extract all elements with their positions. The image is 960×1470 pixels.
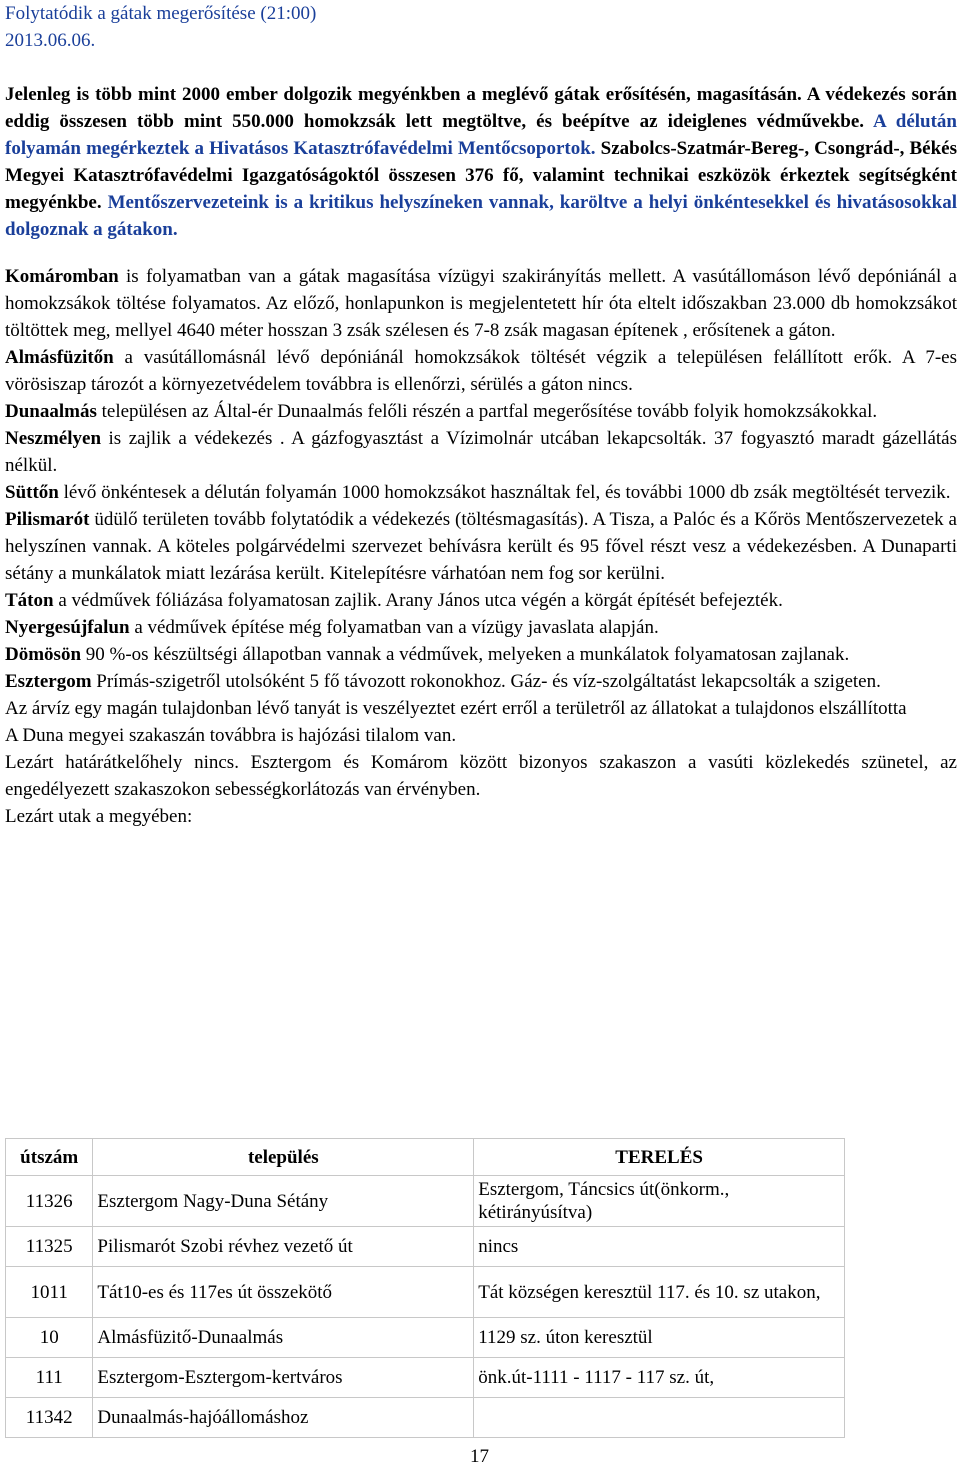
paragraph-almasfuzito xyxy=(5,344,957,398)
article-date: 2013.06.06. xyxy=(5,30,96,51)
column-header: útszám xyxy=(6,1139,93,1176)
document-page xyxy=(5,0,957,830)
table-row xyxy=(6,1358,845,1398)
place-name: Neszmélyen xyxy=(5,428,102,449)
table-cell: nincs xyxy=(474,1227,845,1267)
table-row xyxy=(6,1318,845,1358)
place-name: Dömösön xyxy=(5,644,82,665)
paragraph-lezart-utak xyxy=(5,803,957,830)
table-cell: önk.út-1111 - 1117 - 117 sz. út, xyxy=(474,1358,845,1398)
paragraph-text: a védművek fóliázása folyamatosan zajlik. Arany János utca végén a körgát építését befejezték. xyxy=(53,590,783,611)
place-name: Komáromban xyxy=(5,266,119,287)
paragraph-text: is folyamatban van a gátak magasítása vízügyi szakirányítás mellett. A vasútállomáson lévő depóniánál a homokzsákok töltése folyamatos. Az előző, honlapunkon is megjelentetett hír óta eltelt időszakban 23.000 db homokzsákot töltöttek meg, mellyel 4640 méter hosszan 3 zsák szélesen és 7-8 zsák magasan építenek , erősítenek a gáton. xyxy=(5,266,957,341)
paragraph-pilismarot xyxy=(5,506,957,587)
paragraph-tat xyxy=(5,587,957,614)
place-name: Táton xyxy=(5,590,54,611)
paragraph-dunaalmas xyxy=(5,398,957,425)
paragraph-text: Lezárt határátkelőhely nincs. Esztergom és Komárom között bizonyos szakaszon a vasúti közlekedés szünetel, az engedélyezett szakaszokon sebességkorlátozás van érvényben. xyxy=(5,752,957,800)
table-cell: 11342 xyxy=(6,1398,93,1438)
paragraph-komarom xyxy=(5,263,957,344)
place-name: Pilismarót xyxy=(5,509,90,530)
intro-part-d: Mentőszervezeteink is a kritikus helyszíneken vannak, karöltve a helyi önkéntesekkel és hivatásosokkal dolgoznak a gátakon. xyxy=(5,192,958,240)
paragraph-text: a védművek építése még folyamatban van a vízügy javaslata alapján. xyxy=(129,617,659,638)
paragraph-neszmely xyxy=(5,425,957,479)
paragraph-text: is zajlik a védekezés . A gázfogyasztást a Vízimolnár utcában lekapcsolták. 37 fogyasztó maradt gázellátás nélkül. xyxy=(5,428,957,476)
place-name: Dunaalmás xyxy=(5,401,97,422)
paragraph-text: Az árvíz egy magán tulajdonban lévő tanyát is veszélyeztet ezért erről a területről az állatokat a tulajdonos elszállította xyxy=(5,698,907,719)
paragraph-hajozas xyxy=(5,722,957,749)
table-header-row xyxy=(6,1139,845,1176)
paragraph-text: 90 %-os készültségi állapotban vannak a védművek, melyeken a munkálatok folyamatosan zajlanak. xyxy=(81,644,850,665)
table-cell: 11325 xyxy=(6,1227,93,1267)
closed-roads-table xyxy=(5,1138,845,1438)
intro-part-c: Szabolcs-Szatmár-Bereg-, Csongrád-, Békés Megyei Katasztrófavédelmi Igazgatóságoktól összesen 376 fő, valamint technikai eszközök érkeztek segítségként megyénkbe. xyxy=(5,138,957,213)
place-name: Nyergesújfalun xyxy=(5,617,130,638)
place-name: Süttőn xyxy=(5,482,59,503)
table-cell: 1129 sz. úton keresztül xyxy=(474,1318,845,1358)
table-row xyxy=(6,1227,845,1267)
column-header: település xyxy=(93,1139,474,1176)
table-cell xyxy=(474,1398,845,1438)
column-header: TERELÉS xyxy=(474,1139,845,1176)
table-cell: 10 xyxy=(6,1318,93,1358)
paragraph-text: üdülő területen tovább folytatódik a védekezés (töltésmagasítás). A Tisza, a Palóc és a Kőrös Mentőszervezetek a helyszínen vannak. A köteles polgárvédelmi szervezet behívásra került és 95 fővel részt vesz a védekezésben. A Dunaparti sétány a munkálatok miatt lezárása került. Kitelepítésre várhatóan nem fog sor kerülni. xyxy=(5,509,957,584)
paragraph-text: településen az Által-ér Dunaalmás felőli részén a partfal megerősítése tovább folyik homokzsákokkal. xyxy=(96,401,878,422)
paragraph-sutto xyxy=(5,479,957,506)
paragraph-domos xyxy=(5,641,957,668)
paragraph-text: Lezárt utak a megyében: xyxy=(5,806,193,827)
paragraph-text: A Duna megyei szakaszán továbbra is hajózási tilalom van. xyxy=(5,725,457,746)
table-cell: 11326 xyxy=(6,1176,93,1227)
table-cell: Esztergom, Táncsics út(önkorm., kétirányúsítva) xyxy=(474,1176,845,1227)
intro-paragraph xyxy=(5,81,957,243)
paragraph-text: a vasútállomásnál lévő depóniánál homokzsákok töltését végzik a településen felállított erők. A 7-es vörösiszap tározót a környezetvédelem továbbra is ellenőrzi, sérülés a gáton nincs. xyxy=(5,347,957,395)
table-cell: Pilismarót Szobi révhez vezető út xyxy=(93,1227,474,1267)
table-cell: Tát10-es és 117es út összekötő xyxy=(93,1267,474,1318)
table-row xyxy=(6,1267,845,1318)
table-cell: 111 xyxy=(6,1358,93,1398)
place-name: Almásfüzitőn xyxy=(5,347,114,368)
table-cell: Dunaalmás-hajóállomáshoz xyxy=(93,1398,474,1438)
table-cell: Esztergom-Esztergom-kertváros xyxy=(93,1358,474,1398)
intro-part-a: Jelenleg is több mint 2000 ember dolgozik megyénkben a meglévő gátak erősítésén, magasításán. A védekezés során eddig összesen több mint 550.000 homokzsák lett megtöltve, és beépítve az ideiglenes védművekbe. xyxy=(5,84,957,132)
table-row xyxy=(6,1176,845,1227)
article-title[interactable]: Folytatódik a gátak megerősítése (21:00) xyxy=(5,3,317,24)
paragraph-arviz xyxy=(5,695,957,722)
paragraph-esztergom xyxy=(5,668,957,695)
table-cell: Almásfüzitő-Dunaalmás xyxy=(93,1318,474,1358)
page-number: 17 xyxy=(470,1446,489,1467)
intro-part-b: A délután folyamán megérkeztek a Hivatásos Katasztrófavédelmi Mentőcsoportok. xyxy=(5,111,958,159)
table-cell: 1011 xyxy=(6,1267,93,1318)
paragraph-nyergesujfalu xyxy=(5,614,957,641)
table-cell: Tát községen keresztül 117. és 10. sz utakon, xyxy=(474,1267,845,1318)
table-cell: Esztergom Nagy-Duna Sétány xyxy=(93,1176,474,1227)
paragraph-hatar xyxy=(5,749,957,803)
paragraph-text: Prímás-szigetről utolsóként 5 fő távozott rokonokhoz. Gáz- és víz-szolgáltatást lekapcsolták a szigeten. xyxy=(91,671,881,692)
table-row xyxy=(6,1398,845,1438)
place-name: Esztergom xyxy=(5,671,92,692)
paragraph-text: lévő önkéntesek a délután folyamán 1000 homokzsákot használtak fel, és további 1000 db zsák megtöltését tervezik. xyxy=(58,482,951,503)
